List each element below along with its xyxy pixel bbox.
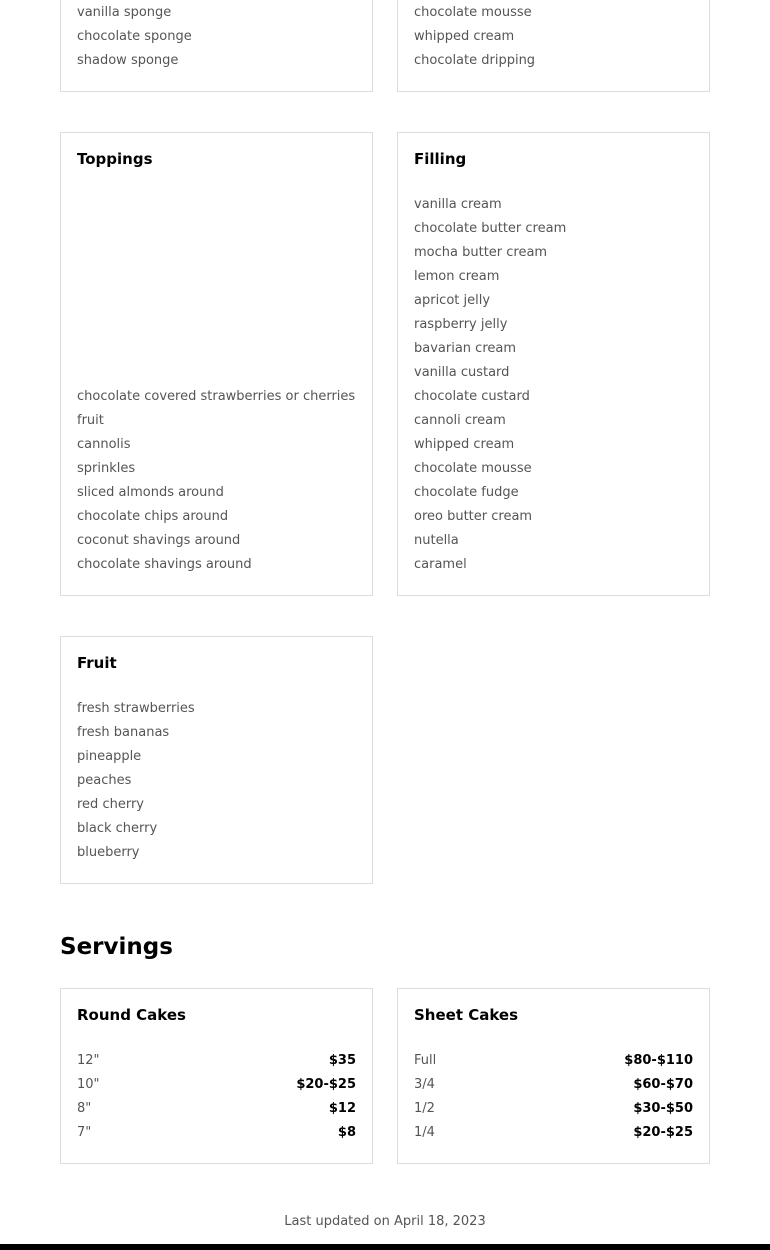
round-cakes-card <box>60 988 373 1164</box>
list-item: fresh bananas <box>77 725 170 740</box>
list-item: red cherry <box>77 797 144 812</box>
list-item: caramel <box>414 557 467 572</box>
price-row <box>77 1049 356 1073</box>
price-row <box>414 1049 693 1073</box>
list-item: chocolate mousse <box>414 461 532 476</box>
cake-price: $20-$25 <box>633 1125 693 1140</box>
list-item: vanilla sponge <box>77 5 172 20</box>
cake-size: 10" <box>77 1077 100 1092</box>
list-item: nutella <box>414 533 459 548</box>
round-cakes-price-list <box>77 1049 356 1145</box>
list-item: sprinkles <box>77 461 136 476</box>
list-item: chocolate chips around <box>77 509 229 524</box>
price-row <box>77 1073 356 1097</box>
toppings-list <box>77 385 355 577</box>
list-item: peaches <box>77 773 132 788</box>
cake-price: $12 <box>328 1101 356 1116</box>
sheet-cakes-title: Sheet Cakes <box>414 1006 519 1024</box>
frosting-options-card <box>397 0 710 92</box>
sheet-cakes-price-list <box>414 1049 693 1145</box>
frosting-options-list <box>414 1 535 73</box>
cake-size: 1/2 <box>414 1101 435 1116</box>
price-row <box>77 1097 356 1121</box>
list-item: cannoli cream <box>414 413 506 428</box>
list-item: black cherry <box>77 821 158 836</box>
round-cakes-title: Round Cakes <box>77 1006 186 1024</box>
list-item: mocha butter cream <box>414 245 548 260</box>
list-item: fresh strawberries <box>77 701 195 716</box>
list-item: chocolate fudge <box>414 485 519 500</box>
list-item: apricot jelly <box>414 293 491 308</box>
list-item: vanilla cream <box>414 197 502 212</box>
list-item: vanilla custard <box>414 365 510 380</box>
list-item: coconut shavings around <box>77 533 241 548</box>
list-item: pineapple <box>77 749 142 764</box>
list-item: chocolate shavings around <box>77 557 252 572</box>
cake-price: $20-$25 <box>296 1077 356 1092</box>
price-row <box>414 1097 693 1121</box>
fruit-title: Fruit <box>77 654 117 672</box>
list-item: bavarian cream <box>414 341 517 356</box>
price-row <box>414 1121 693 1145</box>
cake-price: $8 <box>337 1125 356 1140</box>
list-item: lemon cream <box>414 269 500 284</box>
cake-price: $30-$50 <box>633 1101 693 1116</box>
cake-price: $60-$70 <box>633 1077 693 1092</box>
list-item: chocolate butter cream <box>414 221 567 236</box>
filling-card <box>397 132 710 596</box>
list-item: fruit <box>77 413 104 428</box>
list-item: sliced almonds around <box>77 485 224 500</box>
list-item: chocolate sponge <box>77 29 192 44</box>
list-item: blueberry <box>77 845 140 860</box>
cake-price: $35 <box>328 1053 356 1068</box>
list-item: whipped cream <box>414 29 515 44</box>
cake-size: 3/4 <box>414 1077 435 1092</box>
list-item: chocolate custard <box>414 389 530 404</box>
cake-size: 7" <box>77 1125 92 1140</box>
list-item: whipped cream <box>414 437 515 452</box>
servings-heading: Servings <box>60 934 173 960</box>
price-row <box>414 1073 693 1097</box>
sheet-cakes-card <box>397 988 710 1164</box>
cake-size: 8" <box>77 1101 92 1116</box>
filling-title: Filling <box>414 150 467 168</box>
toppings-title: Toppings <box>77 150 153 168</box>
last-updated-text: Last updated on April 18, 2023 <box>284 1214 486 1229</box>
list-item: oreo butter cream <box>414 509 533 524</box>
list-item: cannolis <box>77 437 131 452</box>
toppings-card <box>60 132 373 596</box>
cake-options-card <box>60 0 373 92</box>
cake-size: 1/4 <box>414 1125 435 1140</box>
cake-options-list <box>77 1 192 73</box>
cake-size: Full <box>414 1053 437 1068</box>
fruit-card <box>60 636 373 884</box>
cake-size: 12" <box>77 1053 100 1068</box>
footer-bar <box>0 1244 770 1250</box>
list-item: chocolate covered strawberries or cherries <box>77 389 356 404</box>
list-item: shadow sponge <box>77 53 179 68</box>
price-row <box>77 1121 356 1145</box>
filling-list <box>414 193 566 577</box>
fruit-list <box>77 697 195 865</box>
cake-price: $80-$110 <box>624 1053 693 1068</box>
list-item: chocolate dripping <box>414 53 536 68</box>
list-item: raspberry jelly <box>414 317 508 332</box>
list-item: chocolate mousse <box>414 5 532 20</box>
